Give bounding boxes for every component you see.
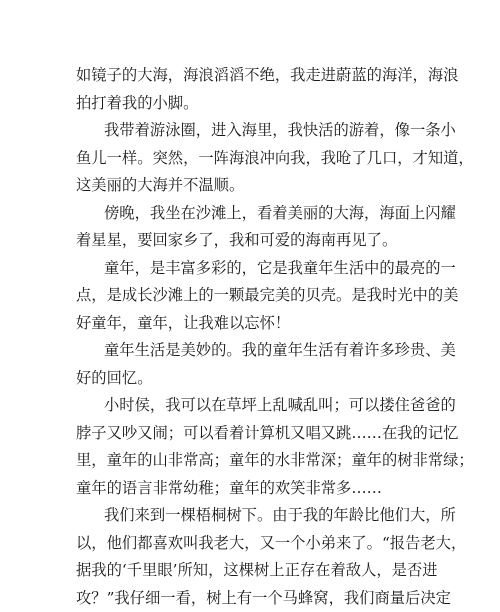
text-line: 这美丽的大海并不温顺。 [76,176,245,194]
text-line: 脖子又吵又闹；可以看着计算机又唱又跳……在我的记忆 [76,423,459,442]
text-line: 鱼儿一样。突然，一阵海浪冲向我，我呛了几口，才知道， [76,148,474,167]
text-line: 好童年，童年，让我难以忘怀！ [76,313,291,332]
text-line: 如镜子的大海，海浪滔滔不绝，我走进蔚蓝的海洋，海浪 [76,66,459,84]
text-line: 童年的语言非常幼稚；童年的欢笑非常多…… [76,478,382,497]
text-line: 好的回忆。 [76,368,153,387]
text-line: 傍晚，我坐在沙滩上，看着美丽的大海，海面上闪耀 [104,203,456,222]
text-line: 童年生活是美妙的。我的童年生活有着许多珍贵、美 [104,341,456,359]
text-line: 里，童年的山非常高；童年的水非常深；童年的树非常绿； [76,451,474,469]
text-line: 拍打着我的小脚。 [76,93,199,112]
body-text [76,62,474,607]
text-line: 点，是成长沙滩上的一颗最完美的贝壳。是我时光中的美 [76,286,459,304]
text-line: 我们来到一棵梧桐树下。由于我的年龄比他们大，所 [104,506,456,524]
text-line: 攻？”我仔细一看，树上有一个马蜂窝，我们商量后决定 [76,588,451,607]
text-line: 据我的‘千里眼’所知，这棵树上正存在着敌人，是否进 [76,561,438,579]
text-line: 我带着游泳圈，进入海里，我快活的游着，像一条小 [104,121,456,139]
text-line: 着星星，要回家乡了，我和可爱的海南再见了。 [76,231,398,249]
text-line: 童年，是丰富多彩的，它是我童年生活中的最亮的一 [104,258,456,277]
text-line: 小时侯，我可以在草坪上乱喊乱叫；可以搂住爸爸的 [104,396,456,414]
text-line: 以，他们都喜欢叫我老大，又一个小弟来了。“报告老大， [76,533,467,552]
